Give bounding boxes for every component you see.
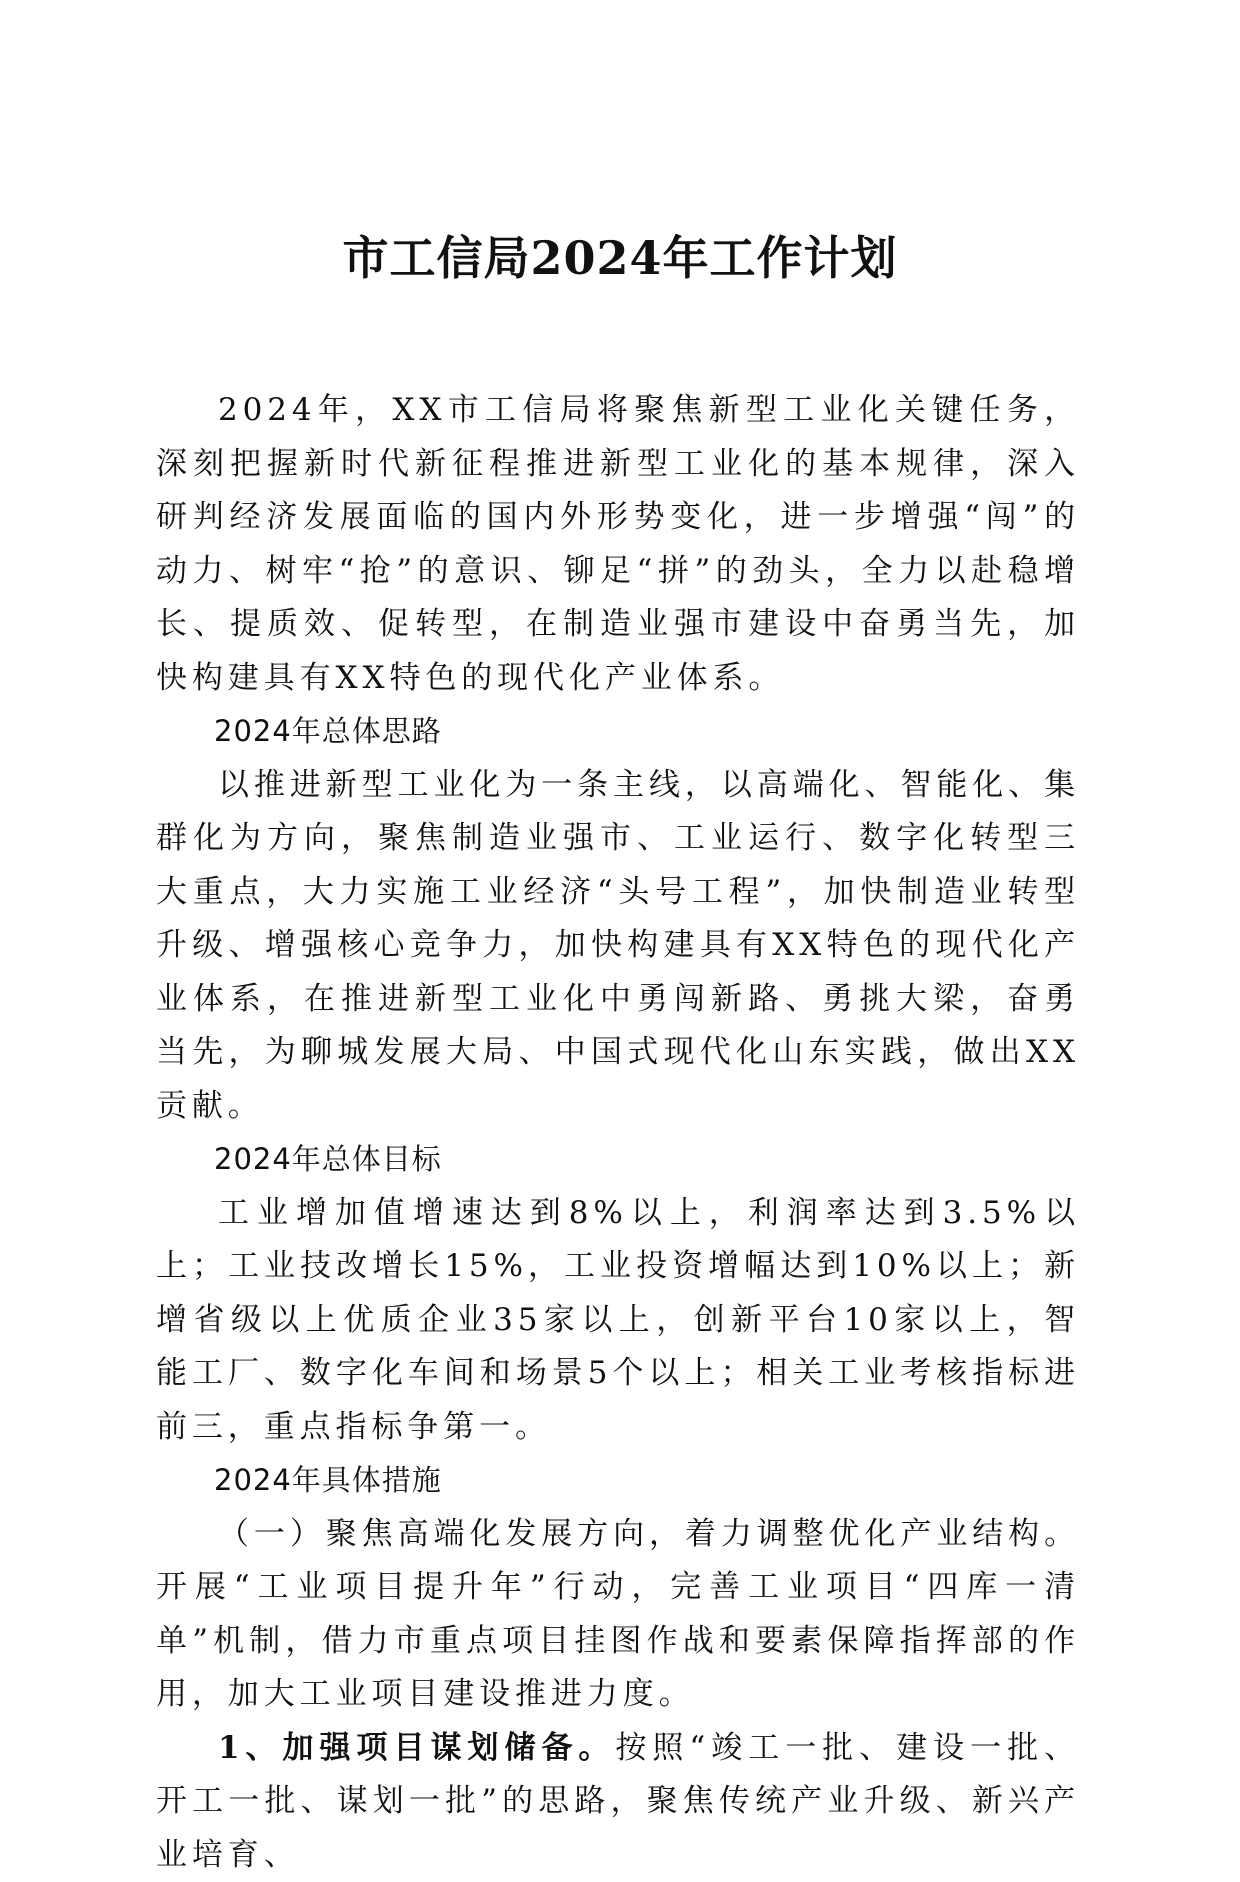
- intro-paragraph: 2024年，XX市工信局将聚焦新型工业化关键任务，深刻把握新时代新征程推进新型工业化的基本规律，深入研判经济发展面临的国内外形势变化，进一步增强“闯”的动力、树牢“抢”的意识、铆足“拼”的劲头，全力以赴稳增长、提质效、促转型，在制造业强市建设中奋勇当先，加快构建具有XX特色的现代化产业体系。: [156, 384, 1080, 705]
- overall-approach-paragraph: 以推进新型工业化为一条主线，以高端化、智能化、集群化为方向，聚焦制造业强市、工业运行、数字化转型三大重点，大力实施工业经济“头号工程”，加快制造业转型升级、增强核心竞争力，加快构建具有XX特色的现代化产业体系，在推进新型工业化中勇闯新路、勇挑大梁，奋勇当先，为聊城发展大局、中国式现代化山东实践，做出XX贡献。: [156, 759, 1080, 1134]
- overall-goals-paragraph: 工业增加值增速达到8%以上，利润率达到3.5%以上；工业技改增长15%，工业投资增幅达到10%以上；新增省级以上优质企业35家以上，创新平台10家以上，智能工厂、数字化车间和场景5个以上；相关工业考核指标进前三，重点指标争第一。: [156, 1187, 1080, 1455]
- item-one-paragraph: [156, 1722, 1080, 1882]
- section-heading-specific-measures: 2024年具体措施: [156, 1454, 1080, 1508]
- document-body: [156, 384, 1080, 1882]
- measure-one-paragraph: （一）聚焦高端化发展方向，着力调整优化产业结构。开展“工业项目提升年”行动，完善工业项目“四库一清单”机制，借力市重点项目挂图作战和要素保障指挥部的作用，加大工业项目建设推进力度。: [156, 1508, 1080, 1722]
- item-one-text: 按照“竣工一批、建设一批、开工一批、谋划一批”的思路，聚焦传统产业升级、新兴产业培育、: [156, 1730, 1080, 1873]
- section-heading-overall-approach: 2024年总体思路: [156, 705, 1080, 759]
- document-title: 市工信局2024年工作计划: [0, 228, 1240, 288]
- item-one-lead: 1、加强项目谋划储备。: [218, 1730, 615, 1766]
- section-heading-overall-goals: 2024年总体目标: [156, 1133, 1080, 1187]
